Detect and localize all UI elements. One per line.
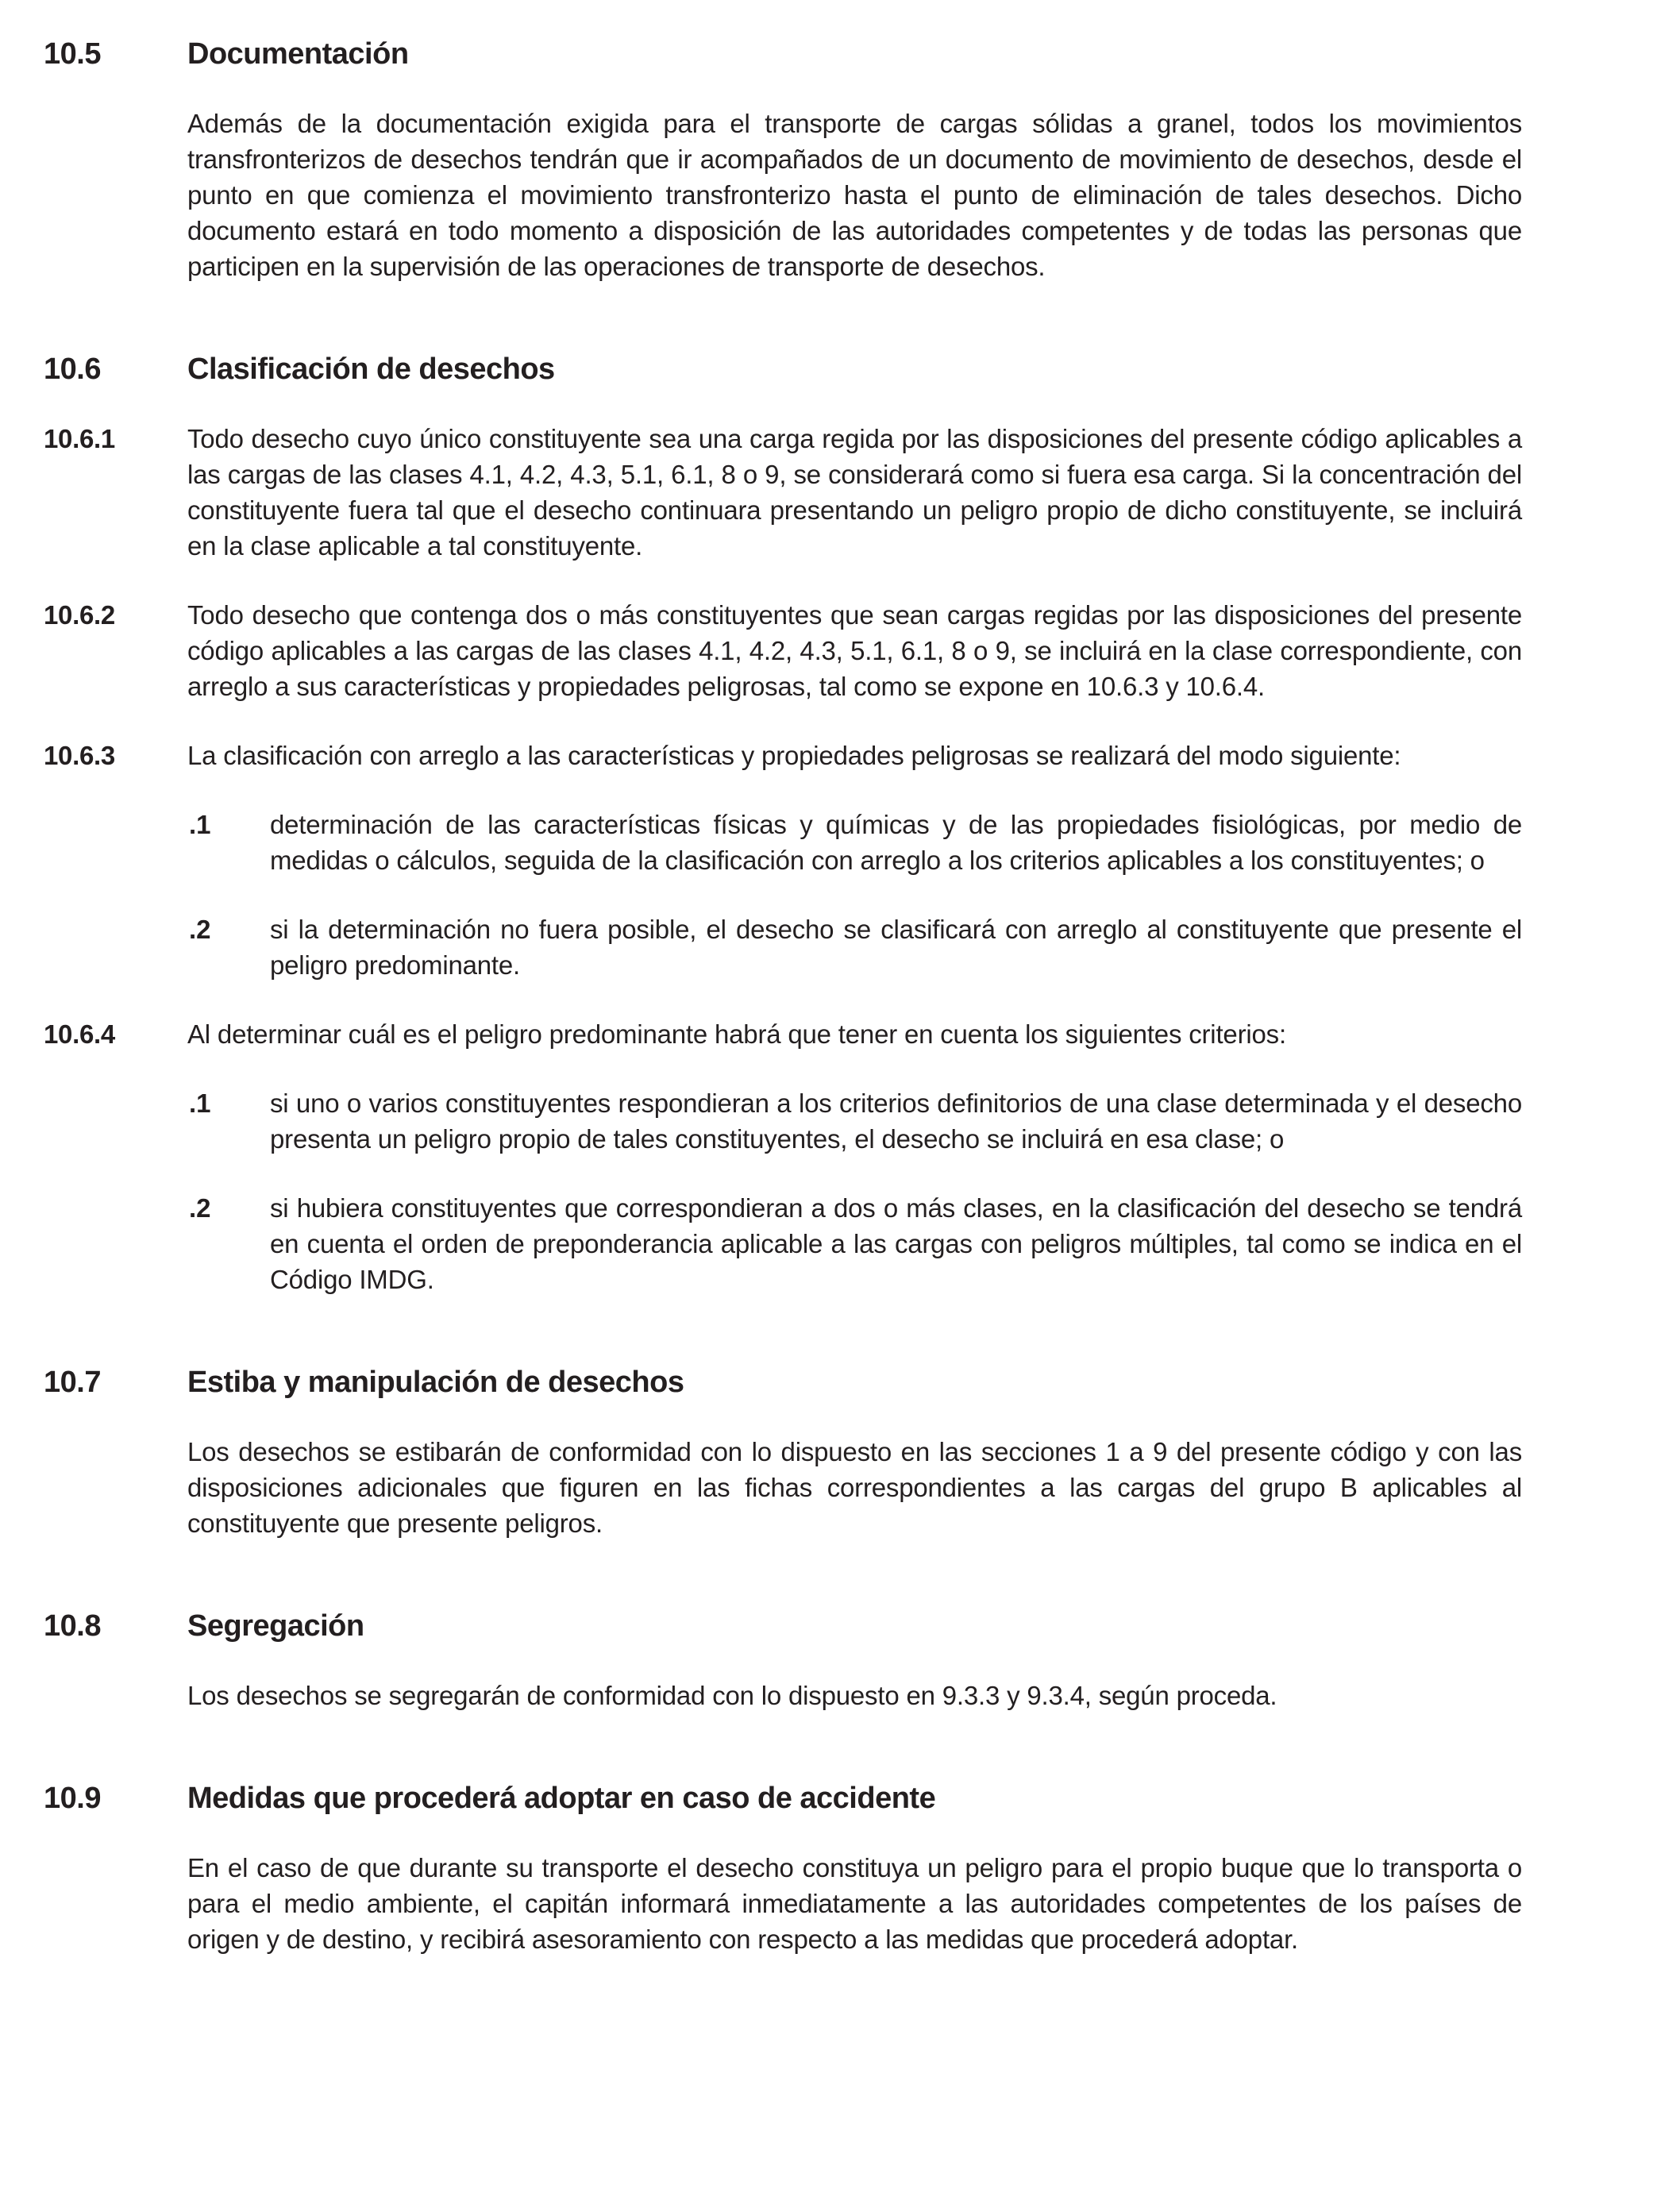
paragraph: Todo desecho cuyo único constituyente sea una carga regida por las disposiciones del presente código aplicables a las cargas de las clases 4.1, 4.2, 4.3, 5.1, 6.1, 8 o 9, se considerará como si fuera esa carga. Si la concentración del constituyente fuera tal que el desecho continuara presentando un peligro propio de dicho constituyente, se incluirá en la clase aplicable a tal constituyente.: [187, 424, 1522, 561]
paragraph: Los desechos se segregarán de conformidad con lo dispuesto en 9.3.3 y 9.3.4, según proceda.: [187, 1681, 1277, 1710]
section-number: 10.6.1: [44, 424, 115, 453]
section-content: [187, 1016, 1522, 1297]
list-item-text: determinación de las características físicas y químicas y de las propiedades fisiológicas, por medio de medidas o cálculos, seguida de la clasificación con arreglo a los criterios aplicables a los constituyentes; o: [270, 810, 1522, 875]
section-number: 10.9: [44, 1782, 101, 1815]
section-number: 10.8: [44, 1609, 101, 1643]
section: [44, 36, 1522, 284]
section-heading: Documentación: [187, 37, 409, 71]
section-number: 10.7: [44, 1366, 101, 1399]
list-item-marker: .1: [189, 810, 211, 839]
paragraph: Los desechos se estibarán de conformidad con lo dispuesto en las secciones 1 a 9 del presente código y con las disposiciones adicionales que figuren en las fichas correspondientes a las cargas del grupo B aplicables al constituyente que presente peligros.: [187, 1437, 1522, 1538]
section-number: 10.6.4: [44, 1019, 115, 1049]
list-item-marker: .2: [189, 915, 211, 944]
section: [44, 1608, 1522, 1713]
section-number: 10.5: [44, 37, 101, 71]
list-item-text: si uno o varios constituyentes respondieran a los criterios definitorios de una clase determinada y el desecho presenta un peligro propio de tales constituyentes, el desecho se incluirá en esa clase; o: [270, 1089, 1522, 1154]
section-heading: Estiba y manipulación de desechos: [187, 1366, 684, 1399]
section: [44, 1364, 1522, 1541]
section-content: [187, 36, 1522, 284]
section: [44, 351, 1522, 387]
list-item: [187, 807, 1522, 878]
section-heading: Segregación: [187, 1609, 364, 1643]
paragraph: Todo desecho que contenga dos o más constituyentes que sean cargas regidas por las disposiciones del presente código aplicables a las cargas de las clases 4.1, 4.2, 4.3, 5.1, 6.1, 8 o 9, se incluirá en la clase correspondiente, con arreglo a sus características y propiedades peligrosas, tal como se expone en 10.6.3 y 10.6.4.: [187, 600, 1522, 701]
section: [44, 738, 1522, 983]
list-item: [187, 1190, 1522, 1297]
section-content: [187, 738, 1522, 983]
section-content: [187, 1364, 1522, 1541]
list-item-text: si la determinación no fuera posible, el desecho se clasificará con arreglo al constituyente que presente el peligro predominante.: [270, 915, 1522, 980]
paragraph: Al determinar cuál es el peligro predominante habrá que tener en cuenta los siguientes criterios:: [187, 1019, 1286, 1049]
section-content: [187, 1780, 1522, 1957]
section: [44, 1016, 1522, 1297]
list-item: [187, 1085, 1522, 1157]
section: [44, 1780, 1522, 1957]
section-content: [187, 1608, 1522, 1713]
section-content: [187, 421, 1522, 564]
list-item: [187, 911, 1522, 983]
section: [44, 597, 1522, 704]
section-number: 10.6.3: [44, 741, 115, 770]
section-content: [187, 597, 1522, 704]
paragraph: Además de la documentación exigida para el transporte de cargas sólidas a granel, todos los movimientos transfronterizos de desechos tendrán que ir acompañados de un documento de movimiento de desechos, desde el punto en que comienza el movimiento transfronterizo hasta el punto de eliminación de tales desechos. Dicho documento estará en todo momento a disposición de las autoridades competentes y de todas las personas que participen en la supervisión de las operaciones de transporte de desechos.: [187, 109, 1522, 281]
paragraph: En el caso de que durante su transporte el desecho constituya un peligro para el propio buque que lo transporta o para el medio ambiente, el capitán informará inmediatamente a las autoridades competentes de los países de origen y de destino, y recibirá asesoramiento con respecto a las medidas que procederá adoptar.: [187, 1853, 1522, 1954]
section-content: [187, 351, 1522, 387]
section-number: 10.6: [44, 353, 101, 386]
list-item-text: si hubiera constituyentes que correspondieran a dos o más clases, en la clasificación del desecho se tendrá en cuenta el orden de preponderancia aplicable a las cargas con peligros múltiples, tal como se indica en el Código IMDG.: [270, 1193, 1522, 1294]
section: [44, 421, 1522, 564]
paragraph: La clasificación con arreglo a las características y propiedades peligrosas se realizará del modo siguiente:: [187, 741, 1401, 770]
list-item-marker: .2: [189, 1193, 211, 1223]
list-item-marker: .1: [189, 1089, 211, 1118]
section-heading: Medidas que procederá adoptar en caso de accidente: [187, 1782, 936, 1815]
section-heading: Clasificación de desechos: [187, 353, 555, 386]
section-number: 10.6.2: [44, 600, 115, 630]
